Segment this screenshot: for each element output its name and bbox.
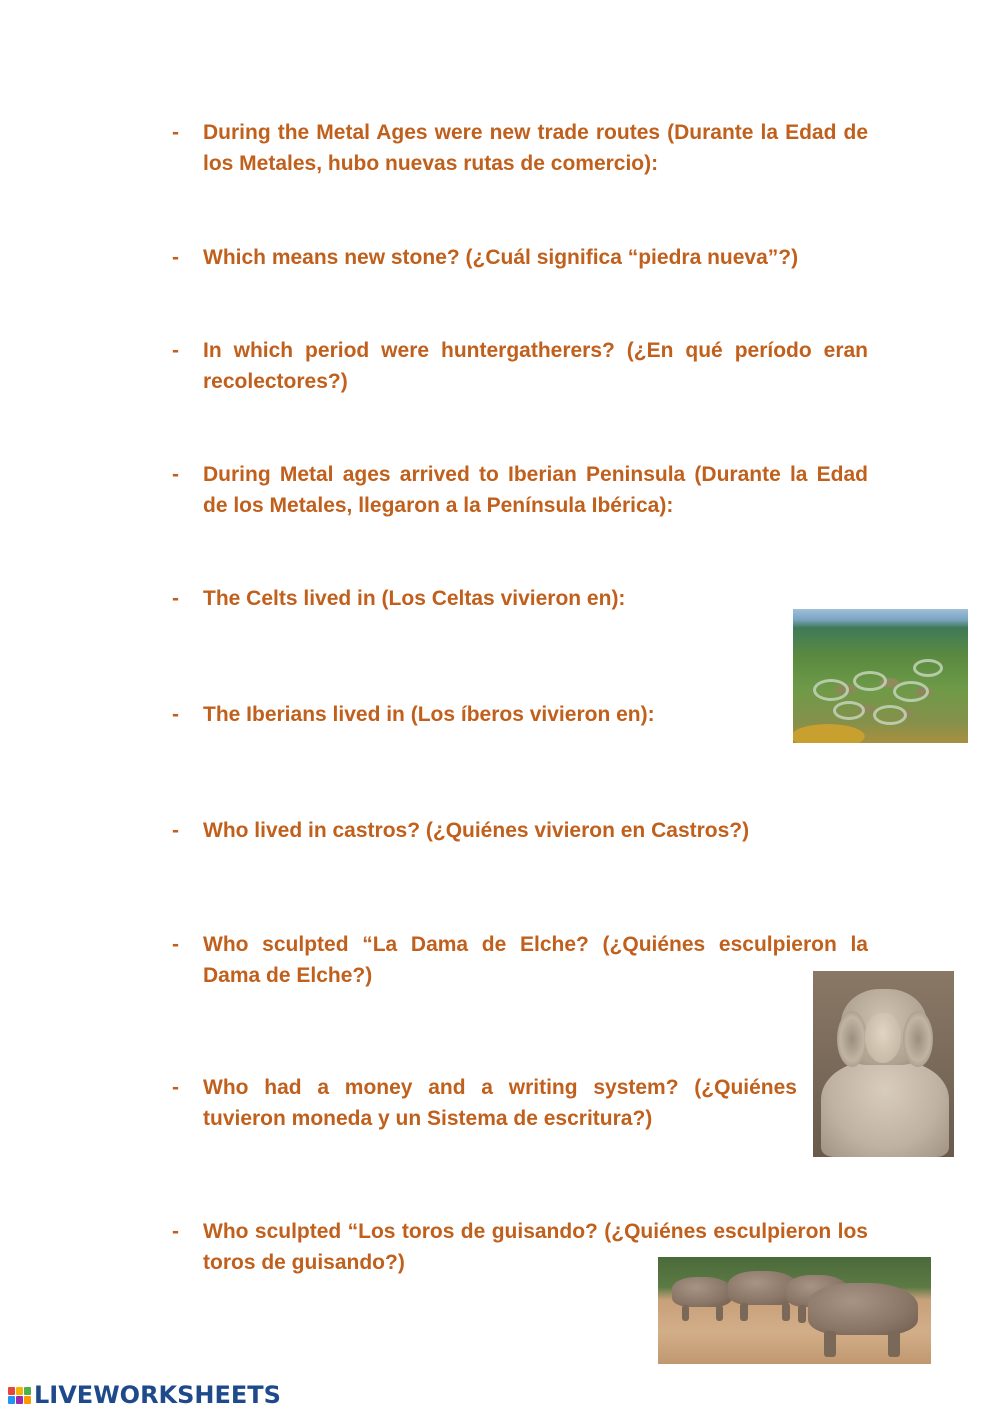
- castro-hut-ring: [813, 679, 849, 701]
- bullet-dash: -: [172, 463, 179, 486]
- question-7: [172, 815, 868, 846]
- question-text: During Metal ages arrived to Iberian Peninsula (Durante la Edad de los Metales, llegaron a la Península Ibérica):: [203, 463, 868, 517]
- bullet-dash: -: [172, 1220, 179, 1243]
- question-text: Who sculpted “Los toros de guisando? (¿Quiénes esculpieron los toros de guisando?): [203, 1220, 868, 1274]
- question-2: [172, 242, 868, 273]
- logo-block: [8, 1387, 15, 1395]
- bull-leg: [824, 1331, 836, 1357]
- bull-leg: [716, 1305, 723, 1321]
- logo-block: [24, 1396, 31, 1404]
- logo-block: [24, 1387, 31, 1395]
- dama-de-elche-photo: [813, 971, 954, 1157]
- liveworksheets-logo: [8, 1381, 281, 1409]
- bull-sculpture: [808, 1283, 918, 1335]
- castro-hut-ring: [893, 681, 929, 702]
- bull-leg: [798, 1305, 806, 1323]
- question-4: [172, 459, 868, 521]
- question-text: During the Metal Ages were new trade routes (Durante la Edad de los Metales, hubo nuevas rutas de comercio):: [203, 121, 868, 175]
- bullet-dash: -: [172, 1076, 179, 1099]
- question-text: The Celts lived in (Los Celtas vivieron en):: [203, 587, 626, 610]
- castro-hut-ring: [913, 659, 943, 677]
- bust-side-wheel: [837, 1011, 867, 1067]
- bull-leg: [682, 1305, 689, 1321]
- question-6: [172, 699, 868, 730]
- question-text: Who lived in castros? (¿Quiénes vivieron en Castros?): [203, 819, 750, 842]
- logo-text: LIVEWORKSHEETS: [34, 1381, 281, 1409]
- bullet-dash: -: [172, 587, 179, 610]
- question-1: [172, 117, 868, 179]
- logo-block: [16, 1396, 23, 1404]
- bullet-dash: -: [172, 933, 179, 956]
- toros-de-guisando-photo: [658, 1257, 931, 1364]
- bullet-dash: -: [172, 246, 179, 269]
- bull-sculpture: [672, 1277, 732, 1307]
- question-text: Which means new stone? (¿Cuál significa “piedra nueva”?): [203, 246, 799, 269]
- logo-block: [16, 1387, 23, 1395]
- logo-block: [8, 1396, 15, 1404]
- question-text: Who sculpted “La Dama de Elche? (¿Quiénes esculpieron la Dama de Elche?): [203, 933, 868, 987]
- bullet-dash: -: [172, 703, 179, 726]
- question-text: The Iberians lived in (Los íberos vivieron en):: [203, 703, 655, 726]
- castro-hut-ring: [833, 701, 865, 720]
- bust-face: [865, 1013, 901, 1063]
- bull-leg: [740, 1303, 748, 1321]
- logo-blocks-icon: [8, 1387, 31, 1404]
- bull-leg: [888, 1331, 900, 1357]
- question-9: [172, 1072, 797, 1134]
- question-text: In which period were huntergatherers? (¿En qué período eran recolectores?): [203, 339, 868, 393]
- castro-hut-ring: [853, 671, 887, 691]
- question-8: [172, 929, 868, 991]
- bullet-dash: -: [172, 121, 179, 144]
- castro-hut-ring: [873, 705, 907, 725]
- question-text: Who had a money and a writing system? (¿Quiénes tuvieron moneda y un Sistema de escritura?): [203, 1076, 797, 1130]
- question-5: [172, 583, 868, 614]
- bullet-dash: -: [172, 339, 179, 362]
- bullet-dash: -: [172, 819, 179, 842]
- bull-leg: [782, 1303, 790, 1321]
- bust-side-wheel: [903, 1011, 933, 1067]
- question-3: [172, 335, 868, 397]
- bust-body: [821, 1061, 949, 1157]
- castro-photo: [793, 609, 968, 743]
